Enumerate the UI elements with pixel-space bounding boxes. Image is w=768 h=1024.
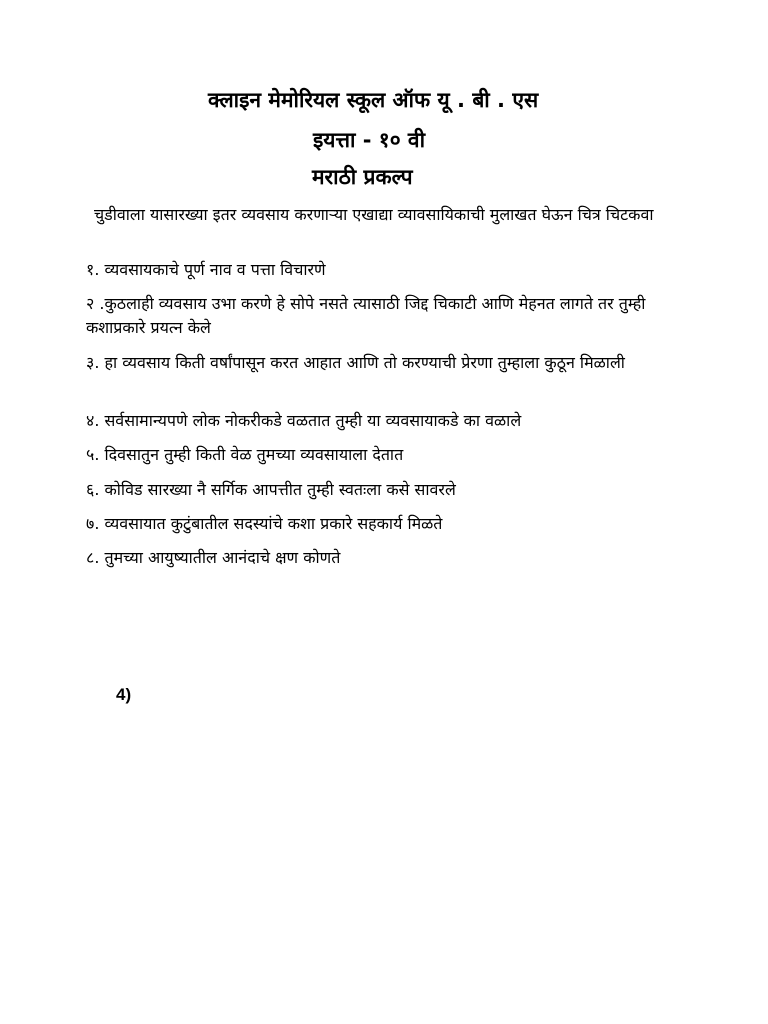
question-item-1: १. व्यवसायकाचे पूर्ण नाव व पत्ता विचारणे	[86, 260, 326, 279]
grade-heading: इयत्ता - १० वी	[313, 128, 426, 152]
page-marker: 4)	[116, 685, 132, 704]
instruction-text: चुडीवाला यासारख्या इतर व्यवसाय करणाऱ्या एखाद्या व्यावसायिकाची मुलाखत घेऊन चित्र चिटकवा	[94, 205, 654, 224]
question-item-5: ५. दिवसातुन तुम्ही किती वेळ तुमच्या व्यवसायाला देतात	[86, 445, 404, 464]
question-item-2: २ .कुठलाही व्यवसाय उभा करणे हे सोपे नसते त्यासाठी जिद्द चिकाटी आणि मेहनत लागते तर तुम्ही कशाप्रकारे प्रयत्न केले	[86, 294, 646, 337]
school-name-heading: क्लाइन मेमोरियल स्कूल ऑफ यू . बी . एस	[208, 88, 539, 112]
question-item-4: ४. सर्वसामान्यपणे लोक नोकरीकडे वळतात तुम्ही या व्यवसायाकडे का वळाले	[86, 411, 522, 430]
question-item-6: ६. कोविड सारख्या नै सर्गिक आपत्तीत तुम्ही स्वतःला कसे सावरले	[86, 480, 456, 499]
question-item-7: ७. व्यवसायात कुटुंबातील सदस्यांचे कशा प्रकारे सहकार्य मिळते	[86, 514, 443, 533]
question-item-3: ३. हा व्यवसाय किती वर्षांपासून करत आहात आणि तो करण्याची प्रेरणा तुम्हाला कुठून मिळाली	[86, 353, 625, 372]
project-heading: मराठी प्रकल्प	[312, 165, 413, 189]
question-item-8: ८. तुमच्या आयुष्यातील आनंदाचे क्षण कोणते	[86, 548, 341, 567]
